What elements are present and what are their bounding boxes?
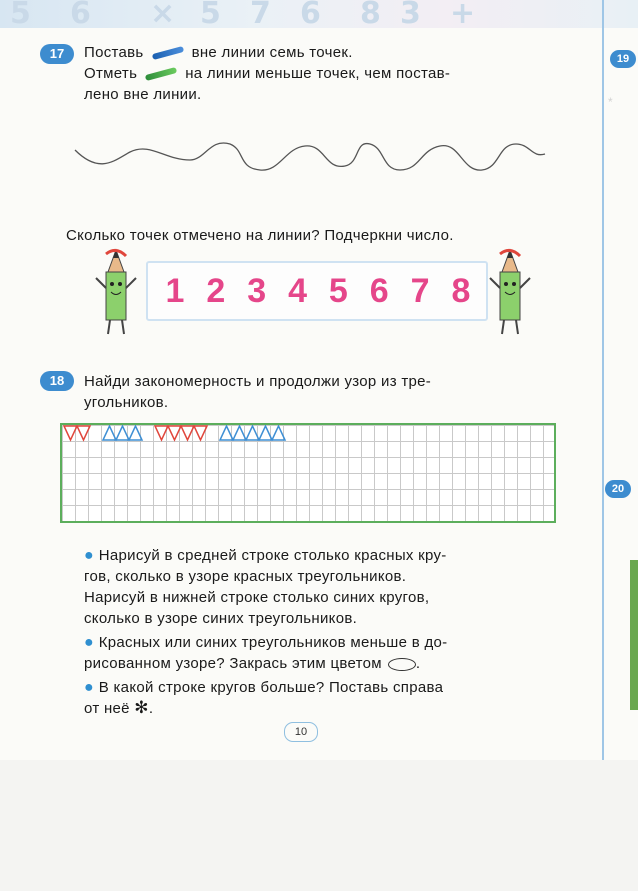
red-triangle-down (77, 426, 90, 440)
task-17-line1-start: Поставь (84, 44, 144, 61)
bullet-3-line2-text: от неё (84, 700, 130, 717)
task-18-line2: угольников. (84, 394, 169, 411)
task-17-line1 (84, 42, 353, 63)
bullet-2-line2: рисованном узоре? Закрась этим цветом . (84, 655, 421, 672)
bullet-dot-icon: ● (84, 679, 99, 696)
task-17-line2 (84, 63, 450, 84)
pencil-character-icon (488, 248, 532, 338)
blue-triangle-up (220, 426, 233, 440)
asterisk-icon: ✻ (134, 698, 149, 718)
bullet-1-line1 (84, 545, 447, 566)
blue-triangle-up (129, 426, 142, 440)
bullet-2-line2-text: рисованном узоре? Закрась этим цветом (84, 655, 382, 672)
number-2[interactable]: 2 (206, 272, 226, 310)
bullet-dot-icon: ● (84, 547, 99, 564)
red-triangle-down (181, 426, 194, 440)
bullet-1-line2: гов, сколько в узоре красных треугольников. (84, 568, 407, 585)
red-triangle-down (64, 426, 77, 440)
side-task-badge-19: 19 (610, 50, 636, 68)
margin-line (602, 0, 604, 760)
red-triangle-down (194, 426, 207, 440)
task-17-badge: 17 (40, 44, 74, 64)
side-task-badge-20: 20 (605, 480, 631, 498)
pencil-character-icon (94, 248, 138, 338)
faint-mark: * (608, 95, 613, 109)
task-18-line1: Найди закономерность и продолжи узор из тре- (84, 373, 432, 390)
task-17-line2-start: Отметь (84, 65, 138, 82)
bullet-1-line3: Нарисуй в нижней строке столько синих кругов, (84, 589, 430, 606)
bullet-2-line1-text: Красных или синих треугольников меньше в до- (98, 634, 448, 651)
task-17-line3: лено вне линии. (84, 86, 202, 103)
task-17-question: Сколько точек отмечено на линии? Подчеркни число. (66, 227, 454, 244)
task-17-line1-end: вне линии семь точек. (191, 44, 353, 61)
blue-triangle-up (103, 426, 116, 440)
bullet-1-line4: сколько в узоре синих треугольников. (84, 610, 358, 627)
wavy-line (70, 130, 550, 200)
oval-icon[interactable] (388, 658, 416, 671)
bullet-3-line2: от неё ✻. (84, 698, 154, 718)
number-6[interactable]: 6 (369, 272, 389, 310)
page-edge-strip (630, 560, 638, 710)
header-decoration: 5 6 × 5 7 6 8 3 + (0, 0, 638, 28)
number-choices (158, 272, 478, 311)
number-1[interactable]: 1 (165, 272, 185, 310)
triangle-pattern (62, 425, 552, 445)
number-7[interactable]: 7 (410, 272, 430, 310)
blue-triangle-up (259, 426, 272, 440)
blue-triangle-up (116, 426, 129, 440)
blue-pencil-icon (151, 46, 183, 60)
number-3[interactable]: 3 (247, 272, 267, 310)
bullet-3-line1-text: В какой строке кругов больше? Поставь справа (98, 679, 444, 696)
blue-triangle-up (233, 426, 246, 440)
bullet-1-line1-text: Нарисуй в средней строке столько красных кру- (98, 547, 447, 564)
task-17-line2-end: на линии меньше точек, чем постав- (185, 65, 451, 82)
blue-triangle-up (272, 426, 285, 440)
red-triangle-down (168, 426, 181, 440)
red-triangle-down (155, 426, 168, 440)
number-8[interactable]: 8 (451, 272, 471, 310)
green-pencil-icon (145, 67, 177, 81)
bullet-dot-icon: ● (84, 634, 99, 651)
blue-triangle-up (246, 426, 259, 440)
bullet-3-line1 (84, 677, 443, 698)
task-18-badge: 18 (40, 371, 74, 391)
bullet-2-line1 (84, 632, 447, 653)
number-5[interactable]: 5 (328, 272, 348, 310)
number-4[interactable]: 4 (288, 272, 307, 310)
page-number: 10 (284, 722, 318, 742)
